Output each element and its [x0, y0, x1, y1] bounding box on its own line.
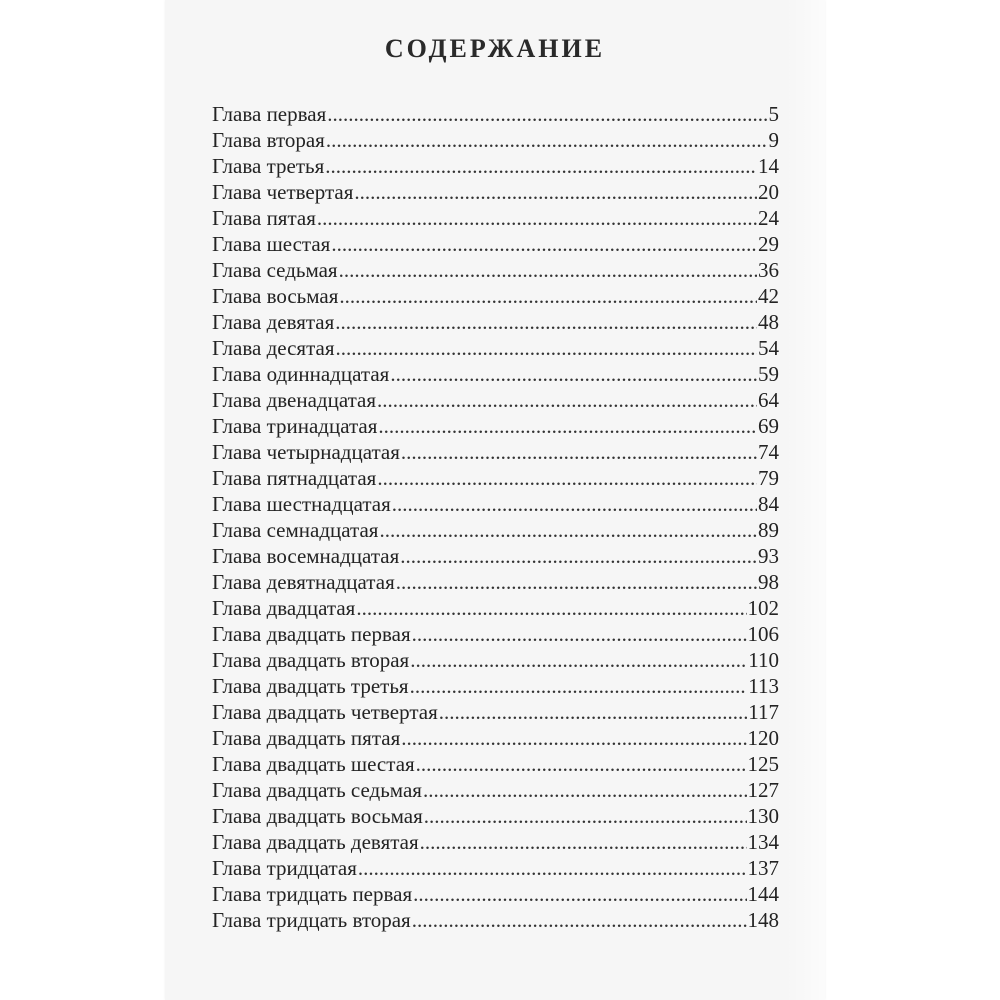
toc-entry	[212, 517, 779, 543]
toc-entry	[212, 881, 779, 907]
toc-entry	[212, 855, 779, 881]
dot-leader	[317, 205, 757, 231]
toc-entry-title: Глава пятая	[212, 206, 316, 230]
toc-entry	[212, 803, 779, 829]
toc-entry-title: Глава двадцать восьмая	[212, 804, 423, 828]
toc-entry	[212, 361, 779, 387]
toc-entry-page-number: 20	[758, 180, 779, 204]
toc-entry-title: Глава двадцать пятая	[212, 726, 401, 750]
toc-entry-page-number: 102	[747, 596, 779, 620]
toc-entry-page-number: 59	[758, 362, 779, 386]
toc-entry	[212, 647, 779, 673]
toc-entry	[212, 335, 779, 361]
toc-entry	[212, 283, 779, 309]
toc-entry-page-number: 79	[758, 466, 779, 490]
toc-entry-title: Глава седьмая	[212, 258, 338, 282]
toc-entry-title: Глава восьмая	[212, 284, 339, 308]
toc-entry-title: Глава двадцать первая	[212, 622, 411, 646]
dot-leader	[439, 699, 748, 725]
toc-entry	[212, 101, 779, 127]
dot-leader	[400, 543, 757, 569]
toc-entry	[212, 595, 779, 621]
toc-entry-title: Глава семнадцатая	[212, 518, 379, 542]
toc-entry	[212, 777, 779, 803]
toc-entry-page-number: 69	[758, 414, 779, 438]
toc-entry-page-number: 98	[758, 570, 779, 594]
dot-leader	[396, 569, 757, 595]
toc-entry-title: Глава двенадцатая	[212, 388, 377, 412]
dot-leader	[401, 439, 757, 465]
toc-entry	[212, 387, 779, 413]
page-title: СОДЕРЖАНИЕ	[384, 34, 606, 63]
toc-entry-page-number: 127	[747, 778, 779, 802]
book-page	[165, 0, 825, 1000]
toc-entry	[212, 153, 779, 179]
dot-leader	[377, 387, 757, 413]
toc-entry-page-number: 125	[747, 752, 779, 776]
toc-entry-page-number: 84	[758, 492, 779, 516]
toc-entry-page-number: 64	[758, 388, 779, 412]
toc-entry-title: Глава пятнадцатая	[212, 466, 377, 490]
toc-entry-title: Глава десятая	[212, 336, 335, 360]
toc-entry	[212, 127, 779, 153]
dot-leader	[423, 777, 747, 803]
toc-entry	[212, 439, 779, 465]
dot-leader	[336, 335, 758, 361]
toc-entry-page-number: 48	[758, 310, 779, 334]
toc-entry-page-number: 120	[747, 726, 779, 750]
toc-entry-title: Глава тридцать первая	[212, 882, 413, 906]
toc-entry-page-number: 74	[758, 440, 779, 464]
toc-entry-title: Глава вторая	[212, 128, 325, 152]
toc-entry-page-number: 29	[758, 232, 779, 256]
toc-entry-title: Глава четвертая	[212, 180, 354, 204]
toc-entry	[212, 543, 779, 569]
dot-leader	[401, 725, 746, 751]
toc-entry-page-number: 106	[747, 622, 779, 646]
dot-leader	[412, 621, 747, 647]
toc-entry-page-number: 5	[768, 102, 779, 126]
dot-leader	[356, 595, 746, 621]
toc-entry-title: Глава третья	[212, 154, 325, 178]
toc-entry	[212, 205, 779, 231]
dot-leader	[358, 855, 747, 881]
toc-entry-page-number: 134	[747, 830, 779, 854]
toc-entry-title: Глава двадцать шестая	[212, 752, 415, 776]
toc-entry-page-number: 117	[748, 700, 779, 724]
toc-entry-page-number: 14	[758, 154, 779, 178]
toc-entry-page-number: 36	[758, 258, 779, 282]
table-of-contents	[212, 101, 779, 933]
toc-entry	[212, 907, 779, 933]
dot-leader	[326, 127, 768, 153]
dot-leader	[331, 231, 757, 257]
dot-leader	[354, 179, 757, 205]
dot-leader	[339, 257, 757, 283]
toc-entry-title: Глава шестнадцатая	[212, 492, 391, 516]
dot-leader	[377, 465, 757, 491]
toc-entry	[212, 829, 779, 855]
toc-entry-page-number: 93	[758, 544, 779, 568]
toc-entry-page-number: 137	[747, 856, 779, 880]
toc-entry-title: Глава двадцать третья	[212, 674, 409, 698]
dot-leader	[424, 803, 747, 829]
toc-entry-title: Глава одиннадцатая	[212, 362, 390, 386]
dot-leader	[339, 283, 757, 309]
toc-entry-title: Глава двадцатая	[212, 596, 356, 620]
toc-entry-page-number: 42	[758, 284, 779, 308]
dot-leader	[390, 361, 757, 387]
dot-leader	[378, 413, 757, 439]
toc-entry	[212, 257, 779, 283]
toc-entry-title: Глава тридцать вторая	[212, 908, 411, 932]
dot-leader	[325, 153, 757, 179]
toc-entry-title: Глава двадцать четвертая	[212, 700, 438, 724]
dot-leader	[420, 829, 747, 855]
toc-entry	[212, 621, 779, 647]
toc-entry-title: Глава двадцать вторая	[212, 648, 410, 672]
toc-entry-title: Глава тринадцатая	[212, 414, 378, 438]
toc-entry-page-number: 9	[768, 128, 779, 152]
toc-entry	[212, 179, 779, 205]
toc-entry	[212, 569, 779, 595]
dot-leader	[392, 491, 757, 517]
toc-entry-page-number: 54	[758, 336, 779, 360]
toc-entry-page-number: 24	[758, 206, 779, 230]
toc-entry-page-number: 130	[747, 804, 779, 828]
toc-entry	[212, 673, 779, 699]
toc-entry	[212, 699, 779, 725]
toc-entry-title: Глава девятая	[212, 310, 335, 334]
toc-entry	[212, 725, 779, 751]
toc-entry-page-number: 144	[747, 882, 779, 906]
dot-leader	[379, 517, 757, 543]
toc-entry-page-number: 148	[747, 908, 779, 932]
toc-entry	[212, 309, 779, 335]
toc-entry-title: Глава двадцать седьмая	[212, 778, 422, 802]
toc-entry-page-number: 113	[748, 674, 779, 698]
dot-leader	[327, 101, 767, 127]
dot-leader	[416, 751, 747, 777]
toc-entry-title: Глава тридцатая	[212, 856, 357, 880]
toc-entry-page-number: 89	[758, 518, 779, 542]
toc-entry-page-number: 110	[748, 648, 779, 672]
dot-leader	[410, 647, 747, 673]
toc-entry	[212, 465, 779, 491]
toc-entry-title: Глава четырнадцатая	[212, 440, 400, 464]
toc-entry	[212, 751, 779, 777]
toc-entry-title: Глава шестая	[212, 232, 331, 256]
dot-leader	[410, 673, 748, 699]
dot-leader	[412, 907, 747, 933]
toc-entry-title: Глава девятнадцатая	[212, 570, 395, 594]
dot-leader	[413, 881, 746, 907]
toc-entry-title: Глава первая	[212, 102, 327, 126]
toc-entry	[212, 491, 779, 517]
toc-entry	[212, 231, 779, 257]
toc-entry	[212, 413, 779, 439]
toc-entry-title: Глава восемнадцатая	[212, 544, 400, 568]
dot-leader	[335, 309, 757, 335]
toc-entry-title: Глава двадцать девятая	[212, 830, 419, 854]
